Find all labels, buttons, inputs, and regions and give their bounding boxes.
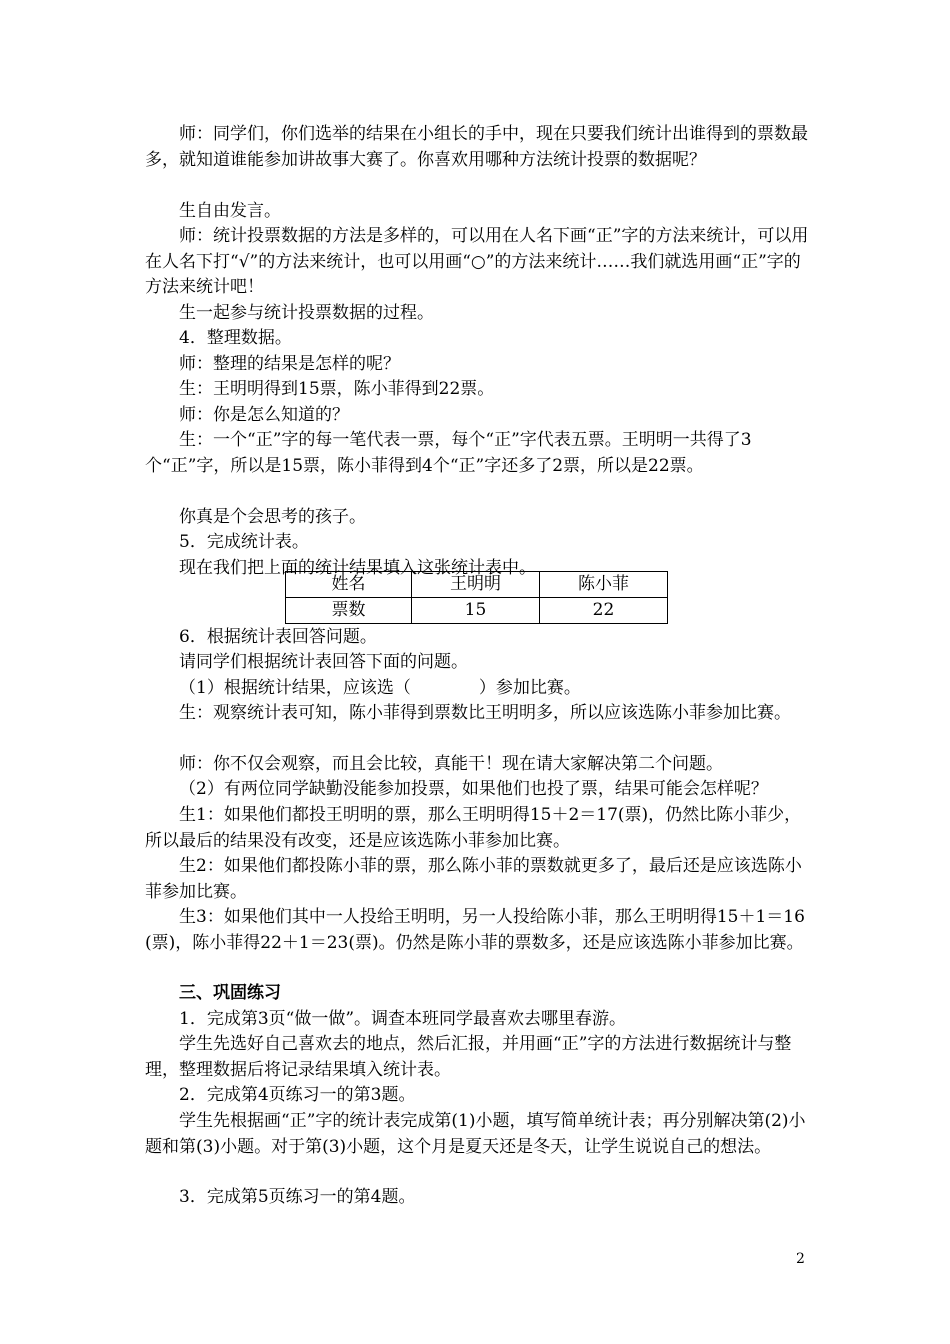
paragraph: 5．完成统计表。 [179, 532, 309, 552]
table-cell: 15 [412, 598, 540, 624]
paragraph: （1）根据统计结果，应该选（ ）参加比赛。 [179, 678, 581, 698]
paragraph: 生2：如果他们都投陈小菲的票，那么陈小菲的票数就更多了，最后还是应该选陈小菲参加比赛。 [145, 856, 802, 902]
table-cell: 22 [540, 598, 668, 624]
paragraph: 2．完成第4页练习一的第3题。 [179, 1085, 416, 1105]
paragraph: 生1：如果他们都投王明明的票，那么王明明得15＋2＝17(票)，仍然比陈小菲少，所以最后的结果没有改变，还是应该选陈小菲参加比赛。 [145, 805, 802, 851]
paragraph: 生一起参与统计投票数据的过程。 [179, 303, 434, 323]
paragraph: 师：你是怎么知道的？ [179, 405, 349, 425]
statistics-table [285, 571, 668, 624]
paragraph: 6．根据统计表回答问题。 [179, 627, 377, 647]
paragraph: 生：一个“正”字的每一笔代表一票，每个“正”字代表五票。王明明一共得了3个“正”字，所以是15票，陈小菲得到4个“正”字还多了2票，所以是22票。 [145, 430, 752, 476]
paragraph: 请同学们根据统计表回答下面的问题。 [179, 652, 468, 672]
paragraph: 3．完成第5页练习一的第4题。 [179, 1187, 416, 1207]
paragraph: 生：王明明得到15票，陈小菲得到22票。 [179, 379, 495, 399]
table-row [286, 598, 668, 624]
paragraph: 师：你不仅会观察，而且会比较，真能干！现在请大家解决第二个问题。 [179, 754, 723, 774]
paragraph: 师：统计投票数据的方法是多样的，可以用在人名下画“正”字的方法来统计，可以用在人名下打“√”的方法来统计，也可以用画“○”的方法来统计……我们就选用画“正”字的方法来统计吧！ [145, 226, 809, 297]
paragraph: 学生先根据画“正”字的统计表完成第(1)小题，填写简单统计表；再分别解决第(2)小题和第(3)小题。对于第(3)小题，这个月是夏天还是冬天，让学生说说自己的想法。 [145, 1111, 806, 1157]
paragraph: （2）有两位同学缺勤没能参加投票，如果他们也投了票，结果可能会怎样呢？ [179, 779, 768, 799]
paragraph: 生自由发言。 [179, 201, 281, 221]
table-cell: 王明明 [412, 572, 540, 598]
paragraph: 生：观察统计表可知，陈小菲得到票数比王明明多，所以应该选陈小菲参加比赛。 [179, 703, 791, 723]
paragraph: 1．完成第3页“做一做”。调查本班同学最喜欢去哪里春游。 [179, 1009, 627, 1029]
table-cell: 姓名 [286, 572, 412, 598]
paragraph: 师：整理的结果是怎样的呢？ [179, 354, 400, 374]
table-header-row [286, 572, 668, 598]
section-heading: 三、巩固练习 [179, 983, 281, 1003]
page-number: 2 [796, 1251, 805, 1267]
paragraph: 现在我们把上面的统计结果填入这张统计表中。 [179, 558, 536, 578]
paragraph: 生3：如果他们其中一人投给王明明，另一人投给陈小菲，那么王明明得15＋1＝16(票)，陈小菲得22＋1＝23(票)。仍然是陈小菲的票数多，还是应该选陈小菲参加比赛。 [145, 907, 805, 953]
paragraph: 4．整理数据。 [179, 328, 292, 348]
table-cell: 票数 [286, 598, 412, 624]
paragraph: 师：同学们，你们选举的结果在小组长的手中，现在只要我们统计出谁得到的票数最多，就知道谁能参加讲故事大赛了。你喜欢用哪种方法统计投票的数据呢？ [145, 124, 808, 170]
paragraph: 学生先选好自己喜欢去的地点，然后汇报，并用画“正”字的方法进行数据统计与整理，整理数据后将记录结果填入统计表。 [145, 1034, 792, 1080]
table-cell: 陈小菲 [540, 572, 668, 598]
paragraph: 你真是个会思考的孩子。 [179, 507, 366, 527]
